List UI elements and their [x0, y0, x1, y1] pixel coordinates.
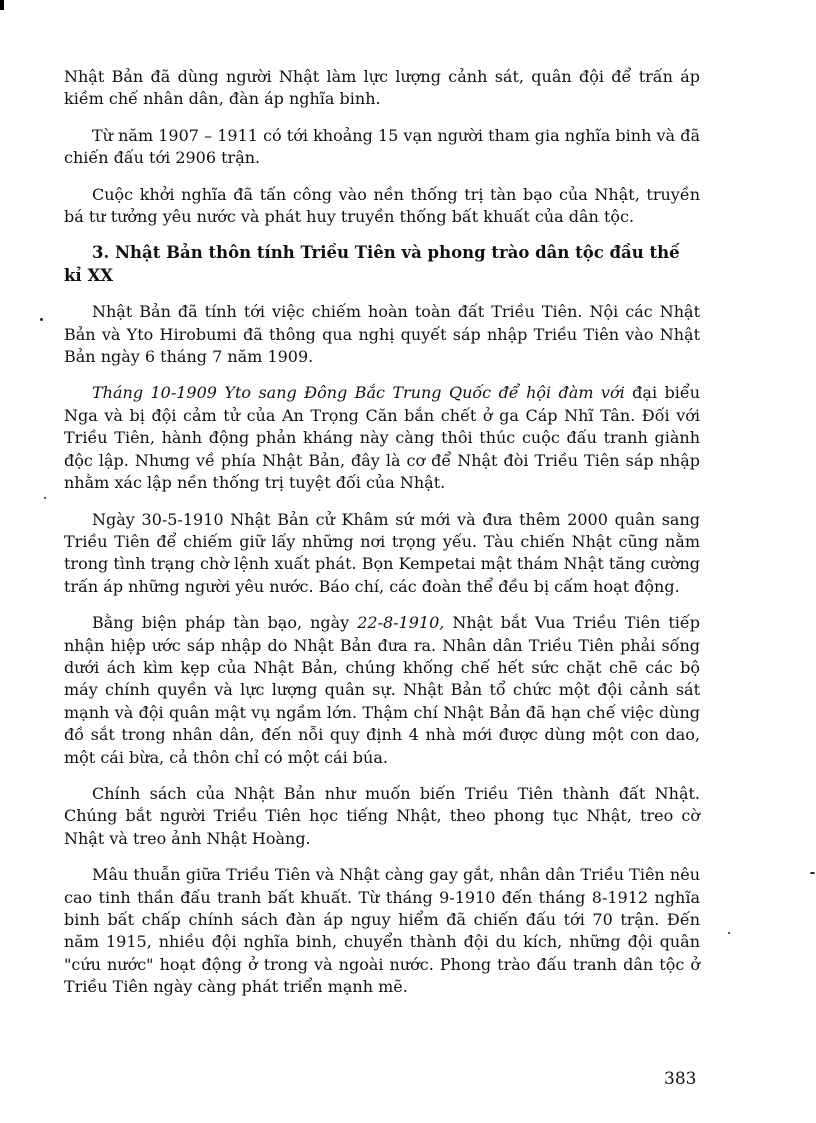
paragraph: Mâu thuẫn giữa Triều Tiên và Nhật càng gay gắt, nhân dân Triều Tiên nêu cao tinh thần đấu tranh bất khuất. Từ tháng 9-1910 đến tháng 8-1912 nghĩa binh bất chấp chính sách đàn áp nguy hiểm đã chiến đấu tới 70 trận. Đến năm 1915, nhiều đội nghĩa binh, chuyển thành đội du kích, những đội quân "cứu nước" hoạt động ở trong và ngoài nước. Phong trào đấu tranh dân tộc ở Triều Tiên ngày càng phát triển mạnh mẽ.	[64, 865, 700, 997]
paragraph: Nhật Bản đã tính tới việc chiếm hoàn toàn đất Triều Tiên. Nội các Nhật Bản và Yto Hirobumi đã thông qua nghị quyết sáp nhập Triều Tiên vào Nhật Bản ngày 6 tháng 7 năm 1909.	[64, 302, 700, 367]
scan-speck	[44, 497, 46, 499]
paragraph-text: đại biểu Nga và bị đội cảm tử của An Trọng Căn bắn chết ở ga Cáp Nhĩ Tân. Đối với Triều Tiên, hành động phản kháng này càng thôi thúc cuộc đấu tranh giành độc lập. Nhưng về phía Nhật Bản, đây là cơ để Nhật đòi Triều Tiên sáp nhập nhằm xác lập nền thống trị tuyệt đối của Nhật.	[64, 383, 701, 493]
paragraph: Chính sách của Nhật Bản như muốn biến Triều Tiên thành đất Nhật. Chúng bắt người Triều Tiên học tiếng Nhật, theo phong tục Nhật, treo cờ Nhật và treo ảnh Nhật Hoàng.	[64, 783, 700, 848]
section-heading: 3. Nhật Bản thôn tính Triều Tiên và phong trào dân tộc đầu thế kỉ XX	[64, 243, 680, 285]
paragraph: Từ năm 1907 – 1911 có tới khoảng 15 vạn người tham gia nghĩa binh và đã chiến đấu tới 2906 trận.	[64, 125, 700, 168]
paragraph	[64, 382, 700, 494]
scan-speck	[40, 318, 43, 321]
paragraph: Ngày 30-5-1910 Nhật Bản cử Khâm sứ mới và đưa thêm 2000 quân sang Triều Tiên để chiếm giữ lấy những nơi trọng yếu. Tàu chiến Nhật cũng nằm trong tình trạng chờ lệnh xuất phát. Bọn Kempetai mật thám Nhật tăng cường trấn áp những người yêu nước. Báo chí, các đoàn thể đều bị cấm hoạt động.	[64, 509, 700, 596]
paragraph-text: Nhật bắt Vua Triều Tiên tiếp nhận hiệp ước sáp nhập do Nhật Bản đưa ra. Nhân dân Triều Tiên phải sống dưới ách kìm kẹp của Nhật Bản, chúng khống chế hết sức chặt chẽ các bộ máy chính quyền và lực lượng quân sự. Nhật Bản tổ chức một đội cảnh sát mạnh và đội quân mật vụ ngầm lớn. Thậm chí Nhật Bản đã hạn chế việc dùng đồ sắt trong nhân dân, đến nỗi quy định 4 nhà mới được dùng một con dao, một cái bừa, cả thôn chỉ có một cái búa.	[64, 613, 700, 767]
paragraph	[64, 612, 700, 769]
page-number: 383	[664, 1069, 697, 1089]
italic-date: 22-8-1910,	[357, 613, 445, 633]
paragraph: Nhật Bản đã dùng người Nhật làm lực lượng cảnh sát, quân đội để trấn áp kiềm chế nhân dân, đàn áp nghĩa binh.	[64, 67, 700, 109]
italic-opening: Tháng 10-1909 Yto sang Đông Bắc Trung Quốc để hội đàm với	[92, 383, 625, 403]
document-page	[64, 66, 700, 1013]
scan-corner-mark	[0, 0, 4, 10]
paragraph-text: Bằng biện pháp tàn bạo, ngày	[92, 613, 350, 633]
scan-speck	[728, 932, 730, 934]
paragraph: Cuộc khởi nghĩa đã tấn công vào nền thống trị tàn bạo của Nhật, truyền bá tư tưởng yêu nước và phát huy truyền thống bất khuất của dân tộc.	[64, 184, 700, 227]
scan-speck	[810, 872, 815, 874]
